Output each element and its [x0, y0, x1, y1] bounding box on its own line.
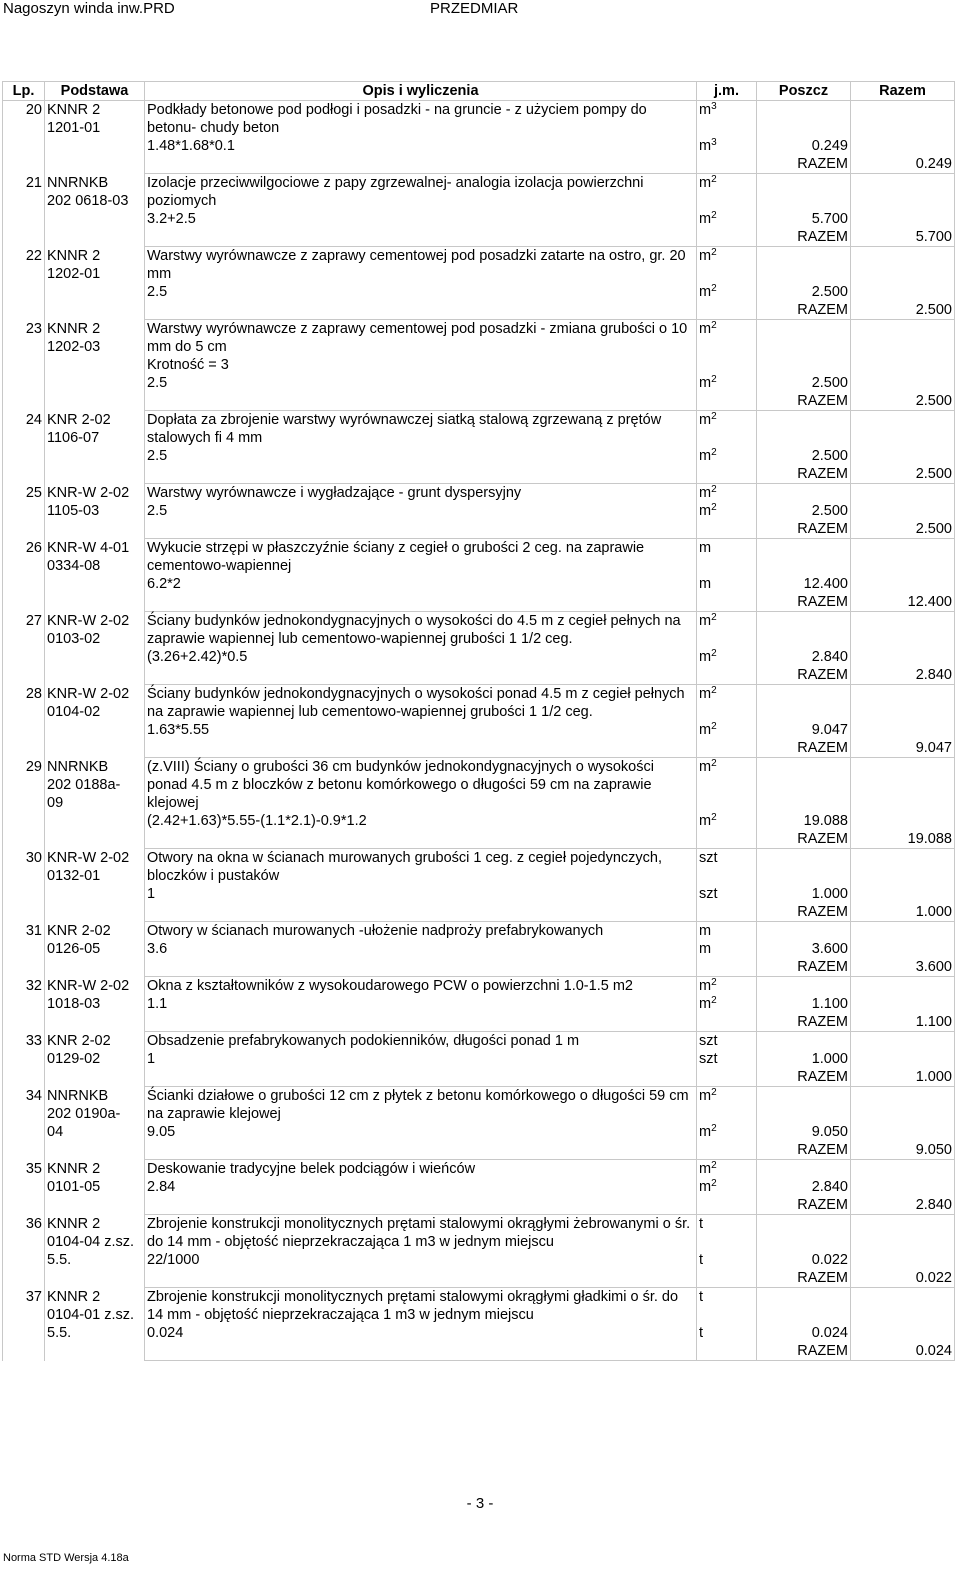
calc-unit: $m^2$ [697, 995, 757, 1013]
total-label: RAZEM [757, 666, 851, 685]
item-basis: KNNR 2 1202-03 [45, 320, 145, 411]
table-row [3, 1160, 955, 1179]
item-number: 32 [3, 977, 45, 1032]
calc-row [3, 995, 955, 1013]
item-total: 5.700 [851, 228, 955, 247]
project-title: Nagoszyn winda inw.PRD [3, 0, 175, 17]
item-number: 30 [3, 849, 45, 922]
calc-value: 2.500 [757, 374, 851, 392]
total-row [3, 666, 955, 685]
calc-unit: $m^2$ [697, 1123, 757, 1141]
calc-expression: 22/1000 [145, 1251, 697, 1269]
calc-unit: $m^2$ [697, 447, 757, 465]
col-lp-header: Lp. [3, 82, 45, 101]
item-total: 0.022 [851, 1269, 955, 1288]
item-description: Ściany budynków jednokondygnacyjnych o wysokości ponad 4.5 m z cegieł pełnych na zaprawie wapiennej lub cementowo-wapiennej grubości 1 1/2 ceg. [145, 685, 697, 722]
item-number: 21 [3, 174, 45, 247]
item-unit: t [697, 1288, 757, 1325]
table-row [3, 1032, 955, 1051]
item-unit: $m^2$ [697, 685, 757, 722]
total-label: RAZEM [757, 465, 851, 484]
total-row [3, 520, 955, 539]
calc-value: 1.100 [757, 995, 851, 1013]
col-opis-header: Opis i wyliczenia [145, 82, 697, 101]
total-row [3, 830, 955, 849]
total-row [3, 739, 955, 758]
table-row [3, 612, 955, 649]
item-basis: KNNR 2 1202-01 [45, 247, 145, 320]
calc-unit: $m^3$ [697, 137, 757, 155]
calc-row [3, 1050, 955, 1068]
item-unit: m [697, 922, 757, 941]
calc-unit: $m^2$ [697, 721, 757, 739]
item-number: 20 [3, 101, 45, 174]
total-row [3, 1013, 955, 1032]
total-label: RAZEM [757, 1342, 851, 1361]
col-razem-header: Razem [851, 82, 955, 101]
total-label: RAZEM [757, 520, 851, 539]
calc-value: 2.840 [757, 648, 851, 666]
item-number: 26 [3, 539, 45, 612]
item-unit: m [697, 539, 757, 576]
item-total: 3.600 [851, 958, 955, 977]
item-description: Ściany budynków jednokondygnacyjnych o wysokości do 4.5 m z cegieł pełnych na zaprawie wapiennej lub cementowo-wapiennej grubości 1 1/2 ceg. [145, 612, 697, 649]
item-unit: $m^2$ [697, 612, 757, 649]
calc-unit: $m^2$ [697, 210, 757, 228]
item-unit: $m^2$ [697, 977, 757, 996]
item-number: 34 [3, 1087, 45, 1160]
total-label: RAZEM [757, 301, 851, 320]
item-number: 36 [3, 1215, 45, 1288]
table-row [3, 320, 955, 375]
calc-expression: 2.84 [145, 1178, 697, 1196]
item-basis: KNR 2-02 0126-05 [45, 922, 145, 977]
item-unit: $m^2$ [697, 484, 757, 503]
calc-value: 2.500 [757, 502, 851, 520]
calc-row [3, 137, 955, 155]
item-basis: KNNR 2 0104-04 z.sz. 5.5. [45, 1215, 145, 1288]
item-description: Otwory w ścianach murowanych -ułożenie nadproży prefabrykowanych [145, 922, 697, 941]
calc-value: 0.024 [757, 1324, 851, 1342]
item-unit: $m^2$ [697, 174, 757, 211]
table-row [3, 977, 955, 996]
total-label: RAZEM [757, 1141, 851, 1160]
calc-unit: $m^2$ [697, 812, 757, 830]
total-row [3, 301, 955, 320]
calc-unit: szt [697, 1050, 757, 1068]
calc-expression: (2.42+1.63)*5.55-(1.1*2.1)-0.9*1.2 [145, 812, 697, 830]
total-label: RAZEM [757, 392, 851, 411]
item-total: 2.500 [851, 301, 955, 320]
item-basis: NNRNKB 202 0618-03 [45, 174, 145, 247]
calc-expression: 2.5 [145, 502, 697, 520]
item-basis: NNRNKB 202 0190a- 04 [45, 1087, 145, 1160]
total-row [3, 593, 955, 612]
item-unit: szt [697, 1032, 757, 1051]
calc-value: 9.047 [757, 721, 851, 739]
table-row [3, 484, 955, 503]
item-total: 1.000 [851, 1068, 955, 1087]
calc-value: 9.050 [757, 1123, 851, 1141]
calc-value: 3.600 [757, 940, 851, 958]
item-number: 27 [3, 612, 45, 685]
item-basis: KNR-W 2-02 0132-01 [45, 849, 145, 922]
total-row [3, 1068, 955, 1087]
col-poszcz-header: Poszcz [757, 82, 851, 101]
item-unit: $m^2$ [697, 320, 757, 375]
item-basis: KNR-W 2-02 1018-03 [45, 977, 145, 1032]
item-total: 1.000 [851, 903, 955, 922]
total-row [3, 958, 955, 977]
software-version: Norma STD Wersja 4.18a [3, 1552, 129, 1564]
item-basis: KNR-W 4-01 0334-08 [45, 539, 145, 612]
item-description: Dopłata za zbrojenie warstwy wyrównawczej siatką stalową zgrzewaną z prętów stalowych fi 4 mm [145, 411, 697, 448]
calc-row [3, 721, 955, 739]
item-number: 28 [3, 685, 45, 758]
item-total: 2.500 [851, 392, 955, 411]
item-unit: $m^2$ [697, 247, 757, 284]
total-label: RAZEM [757, 830, 851, 849]
total-label: RAZEM [757, 593, 851, 612]
calc-value: 19.088 [757, 812, 851, 830]
item-unit: $m^2$ [697, 1160, 757, 1179]
item-number: 31 [3, 922, 45, 977]
calc-expression: 1.1 [145, 995, 697, 1013]
calc-value: 12.400 [757, 575, 851, 593]
item-description: Obsadzenie prefabrykowanych podokienników, długości ponad 1 m [145, 1032, 697, 1051]
calc-unit: $m^2$ [697, 1178, 757, 1196]
item-description: Warstwy wyrównawcze z zaprawy cementowej pod posadzki - zmiana grubości o 10 mm do 5 cm Krotność = 3 [145, 320, 697, 375]
calc-expression: 9.05 [145, 1123, 697, 1141]
item-basis: NNRNKB 202 0188a- 09 [45, 758, 145, 849]
table-header-row [3, 82, 955, 101]
item-basis: KNR-W 2-02 0103-02 [45, 612, 145, 685]
item-basis: KNR 2-02 0129-02 [45, 1032, 145, 1087]
item-basis: KNNR 2 0104-01 z.sz. 5.5. [45, 1288, 145, 1361]
calc-unit: $m^2$ [697, 502, 757, 520]
item-description: Izolacje przeciwwilgociowe z papy zgrzewalnej- analogia izolacja powierzchni poziomych [145, 174, 697, 211]
item-description: Zbrojenie konstrukcji monolitycznych prętami stalowymi okrągłymi gładkimi o śr. do 14 mm - objętość nieprzekraczająca 1 m3 w jednym miejscu [145, 1288, 697, 1325]
item-total: 2.500 [851, 465, 955, 484]
item-description: Warstwy wyrównawcze z zaprawy cementowej pod posadzki zatarte na ostro, gr. 20 mm [145, 247, 697, 284]
total-label: RAZEM [757, 958, 851, 977]
item-number: 24 [3, 411, 45, 484]
total-row [3, 1342, 955, 1361]
item-number: 25 [3, 484, 45, 539]
calc-row [3, 1324, 955, 1342]
item-basis: KNR 2-02 1106-07 [45, 411, 145, 484]
page-number: - 3 - [466, 1495, 494, 1512]
item-description: Ścianki działowe o grubości 12 cm z płytek z betonu komórkowego o długości 59 cm na zaprawie klejowej [145, 1087, 697, 1124]
calc-row [3, 575, 955, 593]
calc-expression: 1.63*5.55 [145, 721, 697, 739]
calc-expression: 1 [145, 1050, 697, 1068]
calc-unit: szt [697, 885, 757, 903]
item-basis: KNNR 2 0101-05 [45, 1160, 145, 1215]
total-row [3, 465, 955, 484]
table-row [3, 247, 955, 284]
item-unit: szt [697, 849, 757, 886]
calc-expression: 1 [145, 885, 697, 903]
col-jm-header: j.m. [697, 82, 757, 101]
col-podstawa-header: Podstawa [45, 82, 145, 101]
table-row [3, 685, 955, 722]
item-number: 37 [3, 1288, 45, 1361]
item-total: 9.047 [851, 739, 955, 758]
item-total: 12.400 [851, 593, 955, 612]
calc-value: 0.249 [757, 137, 851, 155]
document-title: PRZEDMIAR [430, 0, 519, 17]
table-row [3, 922, 955, 941]
total-label: RAZEM [757, 739, 851, 758]
total-label: RAZEM [757, 1269, 851, 1288]
item-unit: t [697, 1215, 757, 1252]
total-row [3, 1269, 955, 1288]
table-row [3, 849, 955, 886]
item-total: 19.088 [851, 830, 955, 849]
calc-expression: 3.6 [145, 940, 697, 958]
total-row [3, 1196, 955, 1215]
bill-of-quantities-table [2, 81, 955, 1361]
calc-row [3, 210, 955, 228]
calc-expression: 3.2+2.5 [145, 210, 697, 228]
calc-value: 2.500 [757, 447, 851, 465]
item-unit: $m^2$ [697, 758, 757, 813]
calc-row [3, 283, 955, 301]
item-total: 2.840 [851, 666, 955, 685]
calc-unit: t [697, 1251, 757, 1269]
calc-unit: m [697, 940, 757, 958]
item-description: Warstwy wyrównawcze i wygładzające - grunt dyspersyjny [145, 484, 697, 503]
calc-expression: 2.5 [145, 447, 697, 465]
total-label: RAZEM [757, 1196, 851, 1215]
table-row [3, 539, 955, 576]
total-label: RAZEM [757, 228, 851, 247]
item-description: Podkłady betonowe pod podłogi i posadzki - na gruncie - z użyciem pompy do betonu- chudy beton [145, 101, 697, 138]
item-basis: KNR-W 2-02 0104-02 [45, 685, 145, 758]
item-description: (z.VIII) Ściany o grubości 36 cm budynków jednokondygnacyjnych o wysokości ponad 4.5 m z bloczków z betonu komórkowego o długości 59 cm na zaprawie klejowej [145, 758, 697, 813]
calc-expression: 0.024 [145, 1324, 697, 1342]
table-row [3, 411, 955, 448]
item-total: 9.050 [851, 1141, 955, 1160]
calc-expression: 1.48*1.68*0.1 [145, 137, 697, 155]
total-row [3, 155, 955, 174]
total-label: RAZEM [757, 1013, 851, 1032]
item-description: Zbrojenie konstrukcji monolitycznych prętami stalowymi okrągłymi żebrowanymi o śr. do 14 mm - objętość nieprzekraczająca 1 m3 w jednym miejscu [145, 1215, 697, 1252]
calc-row [3, 1178, 955, 1196]
calc-unit: $m^2$ [697, 648, 757, 666]
table-row [3, 101, 955, 138]
item-unit: $m^2$ [697, 411, 757, 448]
document-header [0, 0, 960, 20]
calc-row [3, 374, 955, 392]
total-row [3, 392, 955, 411]
calc-unit: $m^2$ [697, 374, 757, 392]
table-row [3, 1087, 955, 1124]
calc-row [3, 812, 955, 830]
total-row [3, 903, 955, 922]
item-total: 2.840 [851, 1196, 955, 1215]
item-number: 22 [3, 247, 45, 320]
calc-expression: 6.2*2 [145, 575, 697, 593]
total-row [3, 228, 955, 247]
calc-expression: 2.5 [145, 374, 697, 392]
calc-value: 1.000 [757, 885, 851, 903]
item-description: Wykucie strzępi w płaszczyźnie ściany z cegieł o grubości 2 ceg. na zaprawie cementowo-wapiennej [145, 539, 697, 576]
table-row [3, 1215, 955, 1252]
table-row [3, 174, 955, 211]
item-total: 1.100 [851, 1013, 955, 1032]
item-basis: KNR-W 2-02 1105-03 [45, 484, 145, 539]
calc-value: 2.500 [757, 283, 851, 301]
calc-row [3, 1123, 955, 1141]
calc-row [3, 502, 955, 520]
calc-row [3, 447, 955, 465]
calc-unit: m [697, 575, 757, 593]
calc-row [3, 1251, 955, 1269]
calc-unit: t [697, 1324, 757, 1342]
calc-unit: $m^2$ [697, 283, 757, 301]
table-row [3, 758, 955, 813]
item-total: 0.024 [851, 1342, 955, 1361]
calc-expression: (3.26+2.42)*0.5 [145, 648, 697, 666]
item-number: 33 [3, 1032, 45, 1087]
item-description: Otwory na okna w ścianach murowanych grubości 1 ceg. z cegieł pojedynczych, bloczków i pustaków [145, 849, 697, 886]
total-row [3, 1141, 955, 1160]
item-unit: $m^3$ [697, 101, 757, 138]
item-number: 29 [3, 758, 45, 849]
calc-value: 5.700 [757, 210, 851, 228]
calc-expression: 2.5 [145, 283, 697, 301]
item-description: Deskowanie tradycyjne belek podciągów i wieńców [145, 1160, 697, 1179]
total-label: RAZEM [757, 1068, 851, 1087]
item-total: 2.500 [851, 520, 955, 539]
item-number: 23 [3, 320, 45, 411]
total-label: RAZEM [757, 155, 851, 174]
calc-value: 0.022 [757, 1251, 851, 1269]
item-number: 35 [3, 1160, 45, 1215]
calc-value: 1.000 [757, 1050, 851, 1068]
item-description: Okna z kształtowników z wysokoudarowego PCW o powierzchni 1.0-1.5 m2 [145, 977, 697, 996]
item-basis: KNNR 2 1201-01 [45, 101, 145, 174]
calc-value: 2.840 [757, 1178, 851, 1196]
total-label: RAZEM [757, 903, 851, 922]
item-unit: $m^2$ [697, 1087, 757, 1124]
calc-row [3, 885, 955, 903]
calc-row [3, 940, 955, 958]
calc-row [3, 648, 955, 666]
item-total: 0.249 [851, 155, 955, 174]
table-row [3, 1288, 955, 1325]
